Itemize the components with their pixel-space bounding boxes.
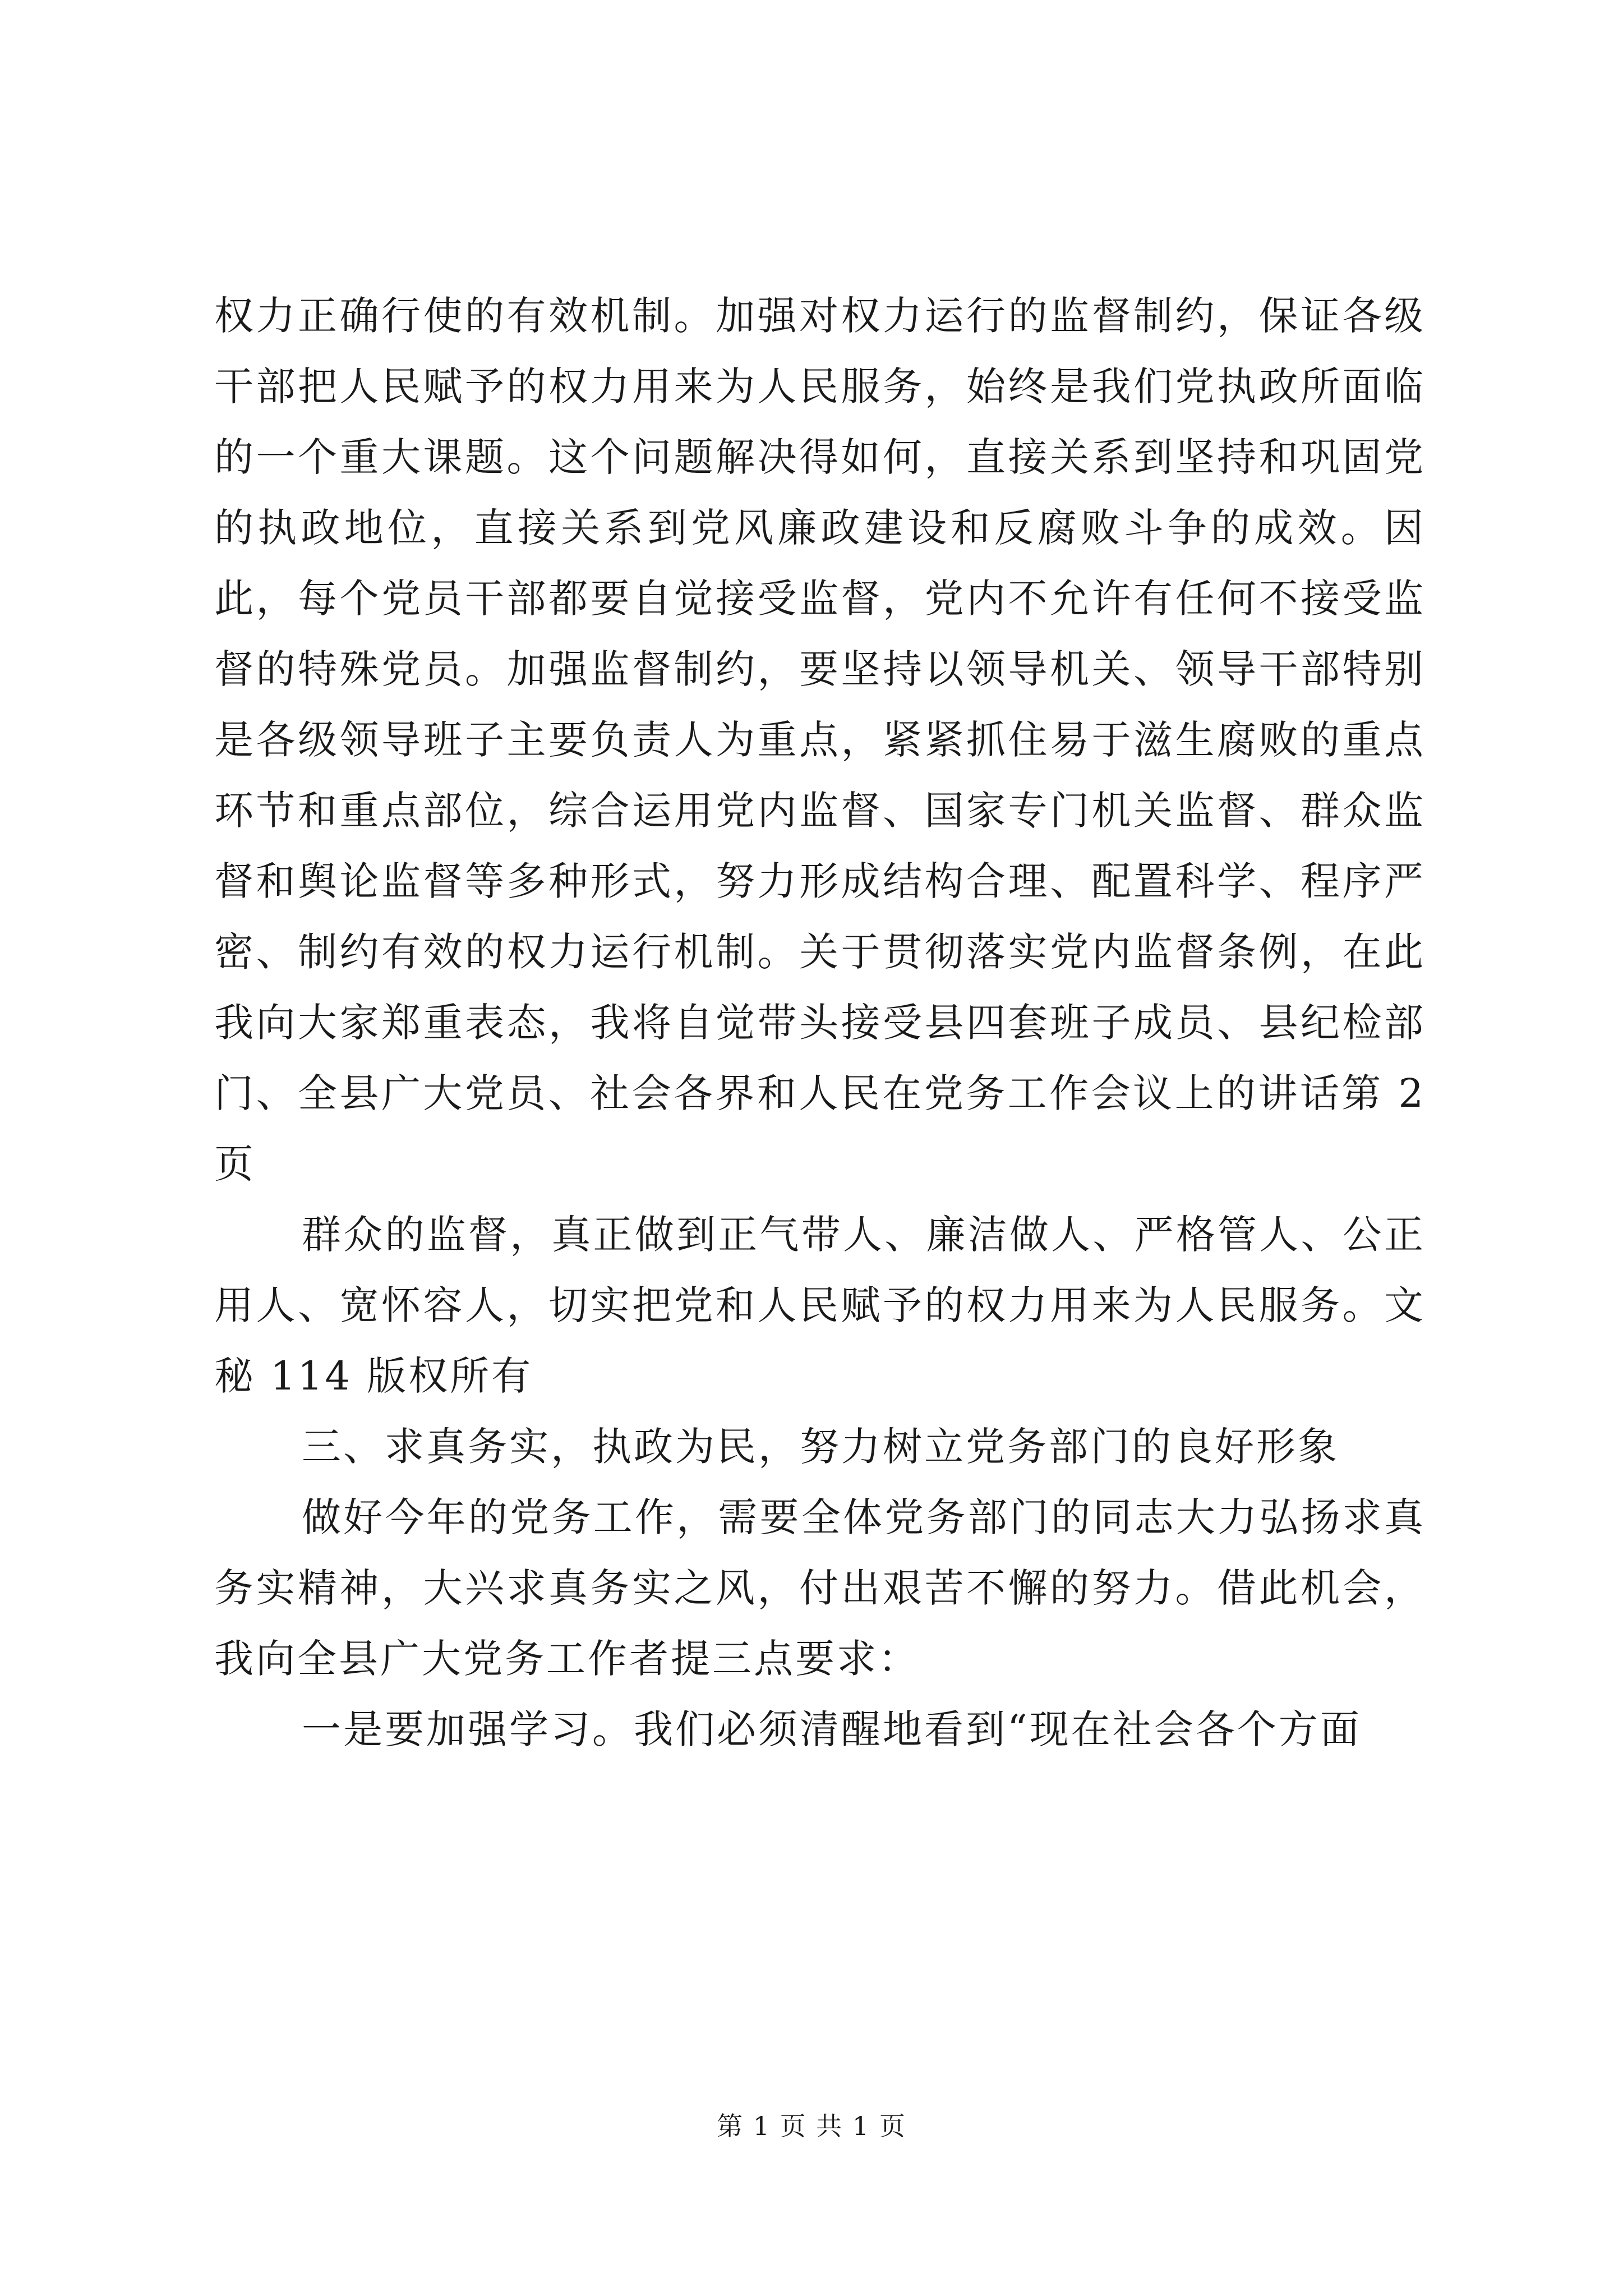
page-number-footer: 第 1 页 共 1 页 [717, 2111, 906, 2141]
paragraph-1: 权力正确行使的有效机制。加强对权力运行的监督制约，保证各级干部把人民赋予的权力用来为人民服务，始终是我们党执政所面临的一个重大课题。这个问题解决得如何，直接关系到坚持和巩固党的执政地位，直接关系到党风廉政建设和反腐败斗争的成效。因此，每个党员干部都要自觉接受监督，党内不允许有任何不接受监督的特殊党员。加强监督制约，要坚持以领导机关、领导干部特别是各级领导班子主要负责人为重点，紧紧抓住易于滋生腐败的重点环节和重点部位，综合运用党内监督、国家专门机关监督、群众监督和舆论监督等多种形式，努力形成结构合理、配置科学、程序严密、制约有效的权力运行机制。关于贯彻落实党内监督条例，在此我向大家郑重表态，我将自觉带头接受县四套班子成员、县纪检部门、全县广大党员、社会各界和人民在党务工作会议上的讲话第 2 页 [214, 293, 1426, 1187]
section-heading-3: 三、求真务实，执政为民，努力树立党务部门的良好形象 [302, 1424, 1339, 1470]
paragraph-2: 群众的监督，真正做到正气带人、廉洁做人、严格管人、公正用人、宽怀容人，切实把党和人民赋予的权力用来为人民服务。文秘 114 版权所有 [214, 1212, 1426, 1399]
document-body [214, 280, 1426, 1765]
paragraph-5: 一是要加强学习。我们必须清醒地看到“现在社会各个方面 [302, 1706, 1362, 1752]
paragraph-4: 做好今年的党务工作，需要全体党务部门的同志大力弘扬求真务实精神，大兴求真务实之风，付出艰苦不懈的努力。借此机会，我向全县广大党务工作者提三点要求： [214, 1494, 1426, 1682]
